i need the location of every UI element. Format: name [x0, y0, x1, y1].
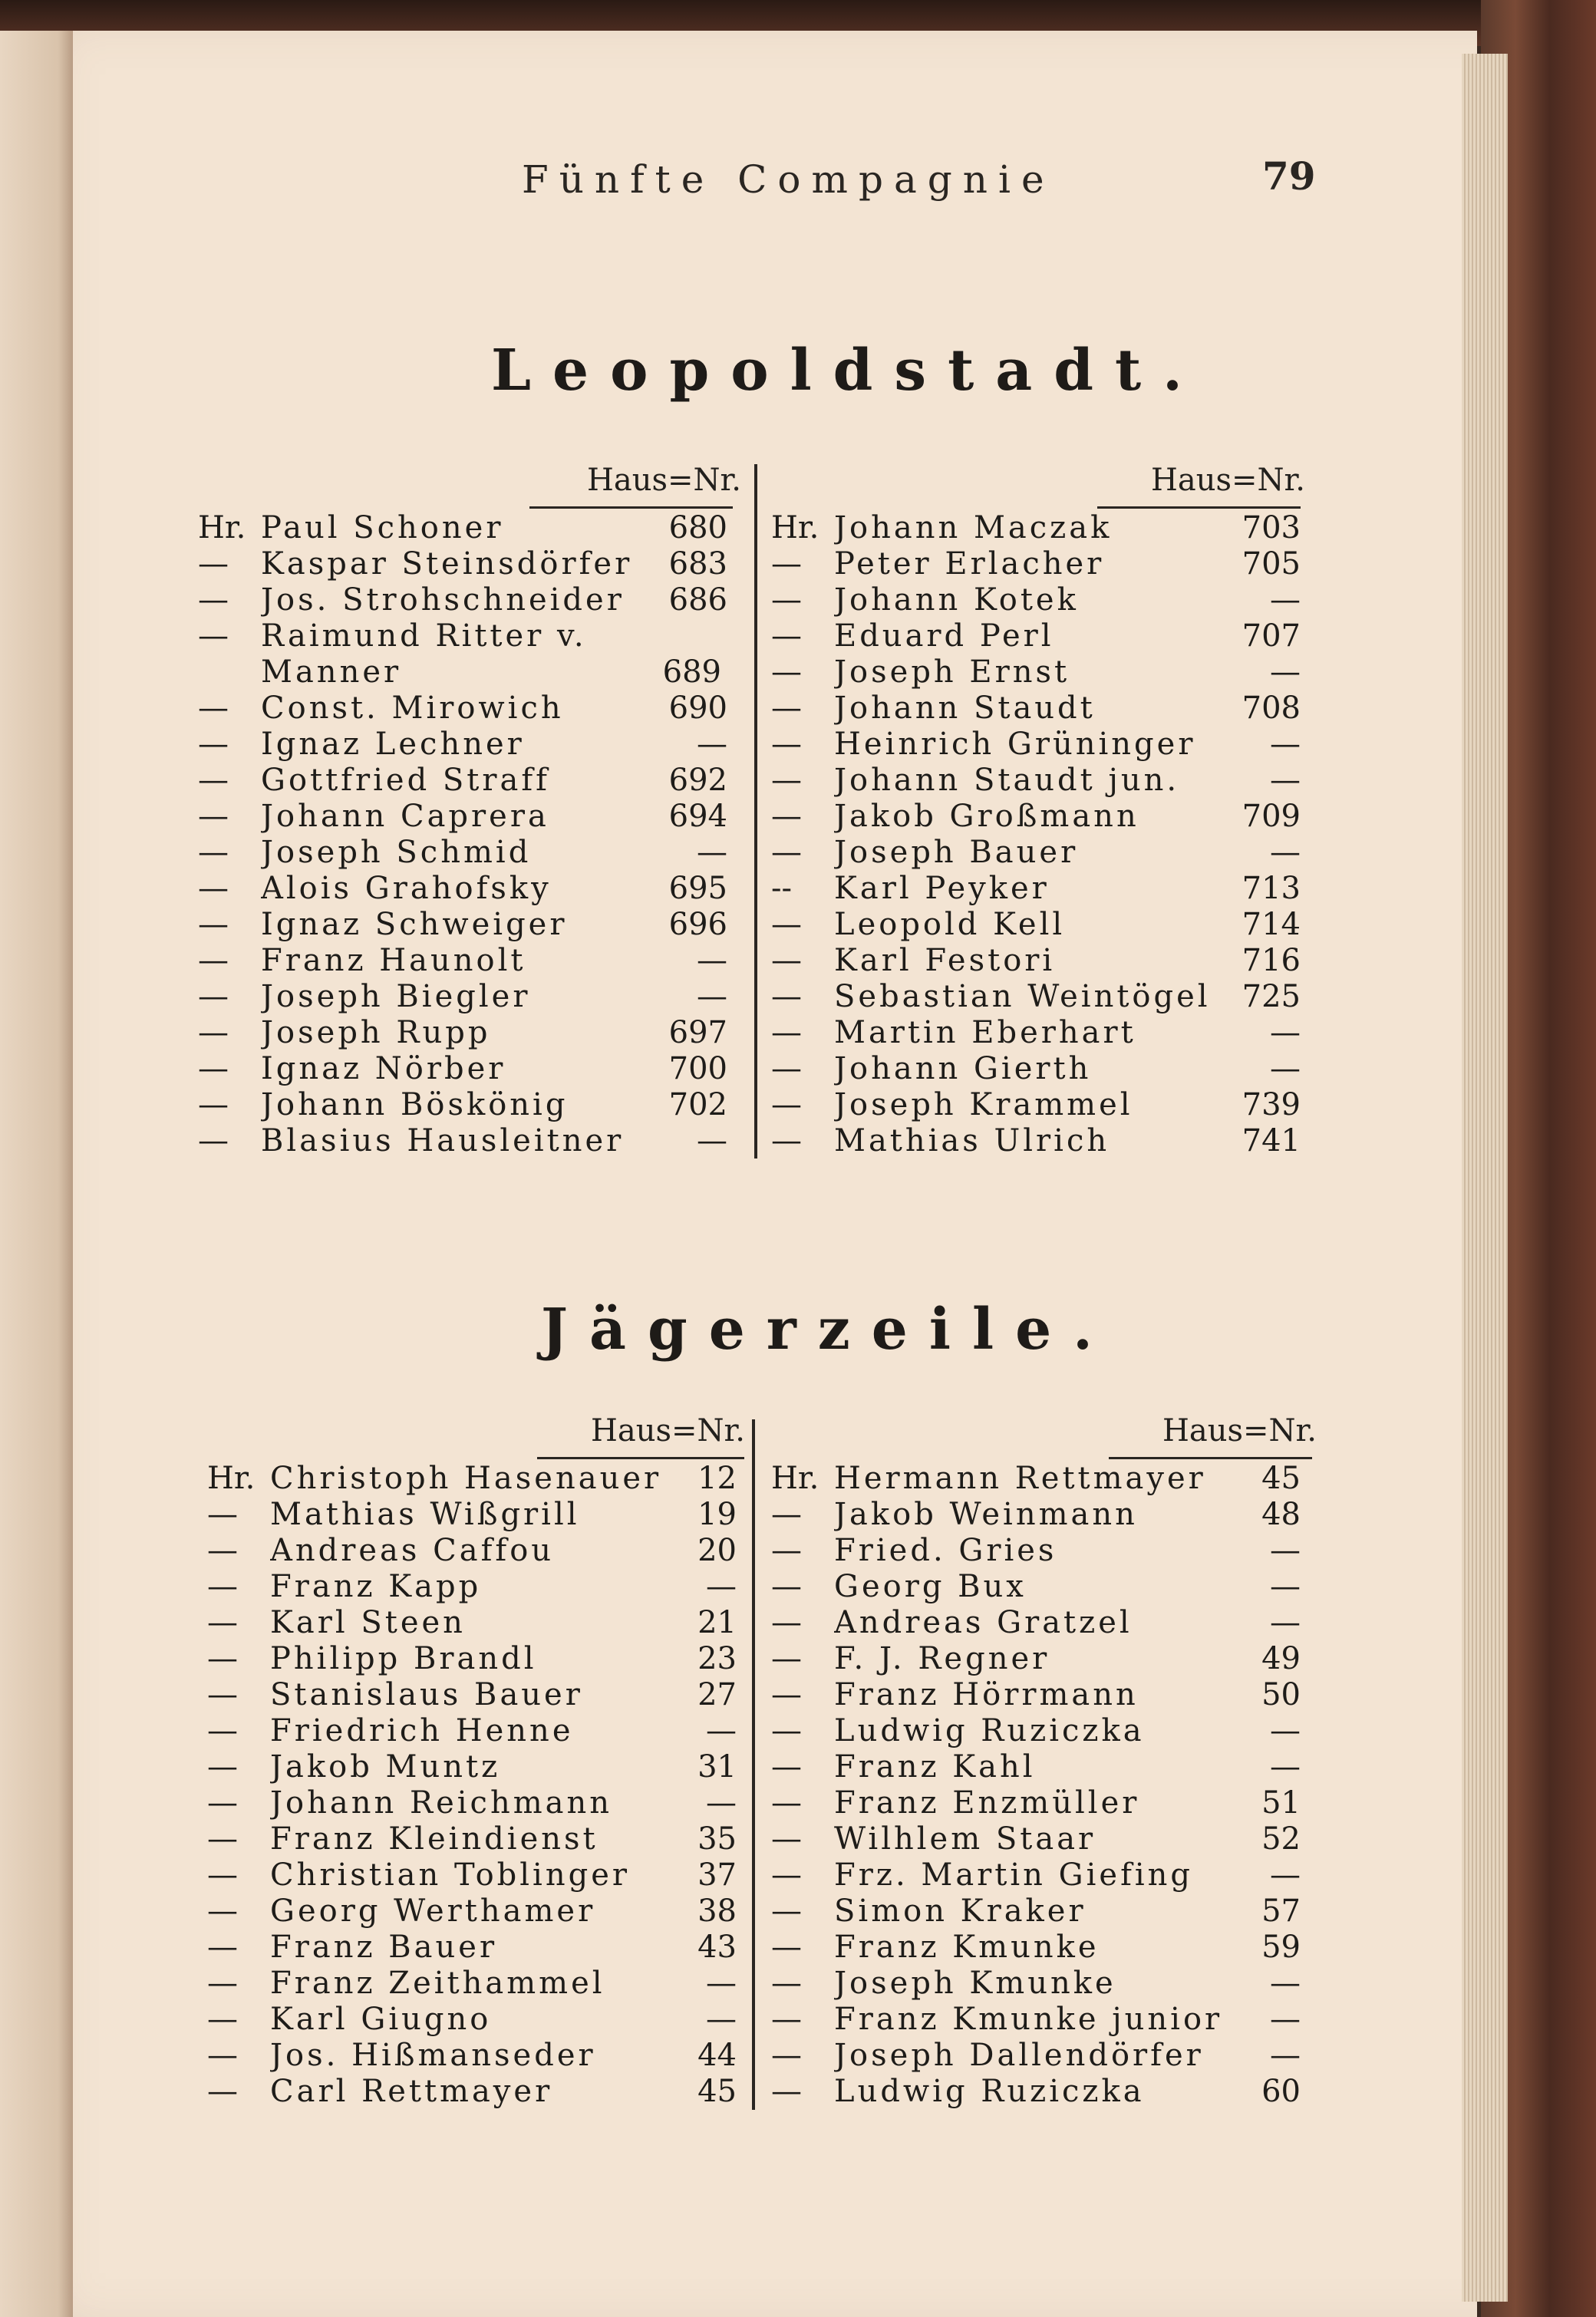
list-item: — Franz Kleindienst 35 — [207, 1821, 737, 1857]
column-header-rule-left — [529, 506, 733, 509]
list-item: — Johann Staudt 708 — [771, 690, 1301, 726]
list-item: — Karl Festori 716 — [771, 943, 1301, 978]
list-item: — Const. Mirowich 690 — [198, 690, 727, 726]
list-item: — Sebastian Weintögel 725 — [771, 979, 1301, 1014]
column-header-rule-left — [537, 1457, 744, 1459]
list-item: — Franz Hörrmann 50 — [771, 1677, 1301, 1712]
list-item: — Ludwig Ruziczka — — [771, 1713, 1301, 1748]
column-divider — [754, 464, 757, 1158]
list-item: — Wilhlem Staar 52 — [771, 1821, 1301, 1857]
list-item: — Johann Reichmann — — [207, 1785, 737, 1821]
list-item: Hr. Paul Schoner 680 — [198, 510, 727, 545]
list-item: — Franz Zeithammel — — [207, 1966, 737, 2001]
column-header-right: Haus=Nr. — [1162, 1413, 1317, 1449]
list-item: — Alois Grahofsky 695 — [198, 871, 727, 906]
list-item: — Martin Eberhart — — [771, 1015, 1301, 1050]
list-item: — Blasius Hausleitner — — [198, 1123, 727, 1158]
list-item: — Joseph Krammel 739 — [771, 1087, 1301, 1122]
list-item: — Heinrich Grüninger — — [771, 727, 1301, 762]
list-item: — Kaspar Steinsdörfer 683 — [198, 546, 727, 582]
column-header-rule-right — [1097, 506, 1301, 509]
list-item: — Franz Bauer 43 — [207, 1930, 737, 1965]
section-title-jaegerzeile: Jägerzeile. — [541, 1297, 1114, 1363]
list-item: — Joseph Rupp 697 — [198, 1015, 727, 1050]
column-header-right: Haus=Nr. — [1151, 463, 1305, 498]
name-list-left — [207, 1461, 737, 2110]
list-item: Hr. Christoph Hasenauer 12 — [207, 1461, 737, 1496]
list-item: — Johann Gierth — — [771, 1051, 1301, 1086]
list-item: — Christian Toblinger 37 — [207, 1857, 737, 1893]
list-item: — Andreas Caffou 20 — [207, 1533, 737, 1568]
column-header-rule-right — [1109, 1457, 1312, 1459]
list-item: — Joseph Ernst — — [771, 654, 1301, 690]
page-stack-edge — [1462, 54, 1508, 2302]
list-item: — Johann Staudt jun. — — [771, 763, 1301, 798]
left-page-edge — [0, 31, 73, 2317]
column-header-left: Haus=Nr. — [591, 1413, 745, 1449]
list-item: — Franz Haunolt — — [198, 943, 727, 978]
list-item: — Joseph Kmunke — — [771, 1966, 1301, 2001]
list-item: — Johann Caprera 694 — [198, 799, 727, 834]
list-item: — Joseph Schmid — — [198, 835, 727, 870]
list-item: — Karl Giugno — — [207, 2002, 737, 2037]
list-item: — Joseph Biegler — — [198, 979, 727, 1014]
list-item: — Jos. Hißmanseder 44 — [207, 2038, 737, 2073]
list-item: — Gottfried Straff 692 — [198, 763, 727, 798]
list-item: — Jos. Strohschneider 686 — [198, 582, 727, 618]
running-header: Fünfte Compagnie — [522, 157, 1055, 202]
section-title-leopoldstadt: Leopoldstadt. — [491, 338, 1204, 404]
list-item: — Leopold Kell 714 — [771, 907, 1301, 942]
list-item: — Franz Kmunke 59 — [771, 1930, 1301, 1965]
list-item: — Ignaz Lechner — — [198, 727, 727, 762]
list-item: — Eduard Perl 707 — [771, 618, 1301, 654]
list-item: — Ignaz Nörber 700 — [198, 1051, 727, 1086]
list-item: — Jakob Weinmann 48 — [771, 1497, 1301, 1532]
list-item: — Georg Bux — — [771, 1569, 1301, 1604]
list-item: — Georg Werthamer 38 — [207, 1893, 737, 1929]
list-item: — Joseph Dallendörfer — — [771, 2038, 1301, 2073]
list-item: — Ludwig Ruziczka 60 — [771, 2074, 1301, 2109]
page-number: 79 — [1262, 153, 1316, 199]
name-list-left — [198, 510, 727, 1159]
list-item: — Fried. Gries — — [771, 1533, 1301, 1568]
list-item: — Philipp Brandl 23 — [207, 1641, 737, 1676]
name-list-right — [771, 1461, 1301, 2110]
list-item: Hr. Hermann Rettmayer 45 — [771, 1461, 1301, 1496]
list-item: — Franz Enzmüller 51 — [771, 1785, 1301, 1821]
column-header-left: Haus=Nr. — [587, 463, 741, 498]
list-item: — Johann Böskönig 702 — [198, 1087, 727, 1122]
list-item: — Franz Kmunke junior — — [771, 2002, 1301, 2037]
list-item: — Joseph Bauer — — [771, 835, 1301, 870]
list-item: — Jakob Muntz 31 — [207, 1749, 737, 1785]
list-item: — Carl Rettmayer 45 — [207, 2074, 737, 2109]
list-item: — Simon Kraker 57 — [771, 1893, 1301, 1929]
list-item: — Mathias Ulrich 741 — [771, 1123, 1301, 1158]
name-list-right — [771, 510, 1301, 1159]
list-item: — Johann Kotek — — [771, 582, 1301, 618]
list-item: — Stanislaus Bauer 27 — [207, 1677, 737, 1712]
list-item: — Franz Kahl — — [771, 1749, 1301, 1785]
list-item: — Karl Steen 21 — [207, 1605, 737, 1640]
list-item: Hr. Johann Maczak 703 — [771, 510, 1301, 545]
list-item: — Friedrich Henne — — [207, 1713, 737, 1748]
list-item: — F. J. Regner 49 — [771, 1641, 1301, 1676]
list-item: — Franz Kapp — — [207, 1569, 737, 1604]
column-divider — [752, 1419, 755, 2110]
list-item: — Frz. Martin Giefing — — [771, 1857, 1301, 1893]
list-item: — Andreas Gratzel — — [771, 1605, 1301, 1640]
list-item: — Peter Erlacher 705 — [771, 546, 1301, 582]
list-item: — Raimund Ritter v. Manner 689 — [198, 618, 721, 690]
list-item: -- Karl Peyker 713 — [771, 871, 1301, 906]
list-item: — Mathias Wißgrill 19 — [207, 1497, 737, 1532]
list-item: — Ignaz Schweiger 696 — [198, 907, 727, 942]
list-item: — Jakob Großmann 709 — [771, 799, 1301, 834]
